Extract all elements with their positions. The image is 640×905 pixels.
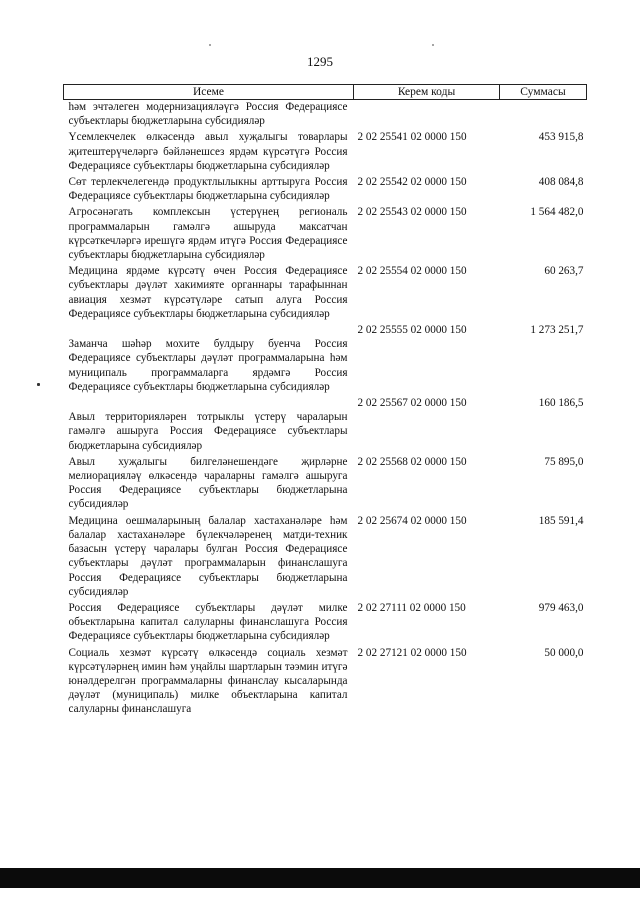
row-sum: 75 895,0 <box>544 455 584 468</box>
scan-bottom-edge <box>0 868 640 888</box>
row-sum <box>500 337 587 394</box>
column-header-code: Керем коды <box>354 85 500 100</box>
table-row <box>64 321 587 337</box>
row-code: 2 02 25543 02 0000 150 <box>357 206 467 219</box>
table-row <box>64 453 587 512</box>
row-name: Россия Федерациясе субъектлары дәүләт милке объектларына капитал салуларны финанслашуга Россия Федерациясе субъектлары бюджетларына субсидияләр <box>68 601 348 643</box>
row-sum: 60 263,7 <box>544 265 584 278</box>
row-code <box>354 410 500 453</box>
row-code: 2 02 25554 02 0000 150 <box>357 265 467 278</box>
row-sum: 979 463,0 <box>538 601 584 614</box>
row-code: 2 02 27121 02 0000 150 <box>357 646 467 659</box>
table-row <box>64 262 587 321</box>
scan-mark <box>37 383 40 386</box>
row-name: Сөт терлекчелегендә продуктлылыкны арттыруга Россия Федерациясе субъектлары бюджетларына субсидияләр <box>68 176 348 203</box>
table-row <box>64 128 587 173</box>
table-row <box>64 100 587 129</box>
table-row <box>64 410 587 453</box>
row-code: 2 02 25542 02 0000 150 <box>357 176 467 189</box>
row-sum: 160 186,5 <box>538 397 584 410</box>
row-name <box>64 321 354 337</box>
scan-speck <box>209 44 211 46</box>
row-name: һәм эчтәлеген модернизацияләүгә Россия Федерациясе субъектлары бюджетларына субсидияләр <box>68 101 348 128</box>
row-name: Авыл территорияләрен тотрыклы үстерү чараларын гамәлгә ашыруга Россия Федерациясе субъектлары бюджетларына субсидияләр <box>68 411 348 452</box>
budget-table <box>63 84 587 717</box>
column-header-name: Исеме <box>64 85 354 100</box>
row-name: Социаль хезмәт күрсәтү өлкәсендә социаль хезмәт күрсәтүләрнең имин һәм уңайлы шартларын тәэмин итүгә юнәлдерелгән программаларны финанслау кысаларында дәүләт (муниципаль) милке объектларына капитал салуларны финанслашуга <box>68 646 348 716</box>
row-name: Заманча шәһәр мохите булдыру буенча Россия Федерациясе субъектлары дәүләт программаларына һәм муниципаль программаларга ярдәмгә Россия Федерациясе субъектлары бюджетларына субсидияләр <box>68 338 348 393</box>
table-row <box>64 203 587 262</box>
row-sum: 1 273 251,7 <box>530 324 584 337</box>
row-name: Медицина ярдәме күрсәтү өчен Россия Федерациясе субъектлары дәүләт хакимияте органнары тарафыннан авиация хезмәт күрсәтүләре сатып алуга Россия Федерациясе субъектлары бюджетларына субсидияләр <box>68 265 348 320</box>
table-row <box>64 512 587 599</box>
row-sum: 408 084,8 <box>538 176 584 189</box>
row-name: Медицина оешмаларының балалар хастаханәләре һәм балалар хастаханәләре бүлекчәләренең матди-техник базасын үстерү чаралары булган Россия Федерациясе субъектлары дәүләт программаларын финанслашуга Россия Федерациясе субъектлары бюджетларына субсидияләр <box>68 514 348 598</box>
scan-speck <box>432 44 434 46</box>
table-header-row <box>64 85 587 100</box>
table-row <box>64 599 587 644</box>
row-sum <box>500 100 587 129</box>
row-sum: 50 000,0 <box>544 646 584 659</box>
row-sum: 453 915,8 <box>538 131 584 144</box>
row-code: 2 02 25555 02 0000 150 <box>357 324 467 337</box>
row-name: Авыл хуҗалыгы билгеләнешендәге җирләрне мелиорацияләү өлкәсендә чараларны гамәлгә ашыруга Россия Федерациясе субъектлары бюджетларына субсидияләр <box>68 455 348 511</box>
row-name: Агросәнәгать комплексын үстерүнең региональ программаларын гамәлгә ашыруда максатчан күрсәткечләргә ирешүгә ярдәм итүгә Россия Федерациясе субъектлары бюджетларына субсидияләр <box>68 206 348 262</box>
row-sum <box>500 410 587 453</box>
row-code <box>354 337 500 394</box>
row-sum: 1 564 482,0 <box>530 206 584 219</box>
row-code: 2 02 25568 02 0000 150 <box>357 455 467 468</box>
row-code: 2 02 25541 02 0000 150 <box>357 131 467 144</box>
row-sum: 185 591,4 <box>538 514 584 527</box>
table-row <box>64 644 587 717</box>
table-row <box>64 394 587 410</box>
column-header-sum: Суммасы <box>500 85 587 100</box>
table-row <box>64 173 587 203</box>
table-row <box>64 337 587 394</box>
row-code: 2 02 25674 02 0000 150 <box>357 514 467 527</box>
row-name <box>64 394 354 410</box>
row-code <box>354 100 500 129</box>
row-code: 2 02 25567 02 0000 150 <box>357 397 467 410</box>
row-code: 2 02 27111 02 0000 150 <box>357 601 466 614</box>
row-name: Үсемлекчелек өлкәсендә авыл хуҗалыгы товарлары җитештерүчеләргә бәйләнешсез ярдәм күрсәтүгә Россия Федерациясе субъектлары бюджетларына субсидияләр <box>68 131 348 172</box>
page-number: 1295 <box>307 54 333 69</box>
